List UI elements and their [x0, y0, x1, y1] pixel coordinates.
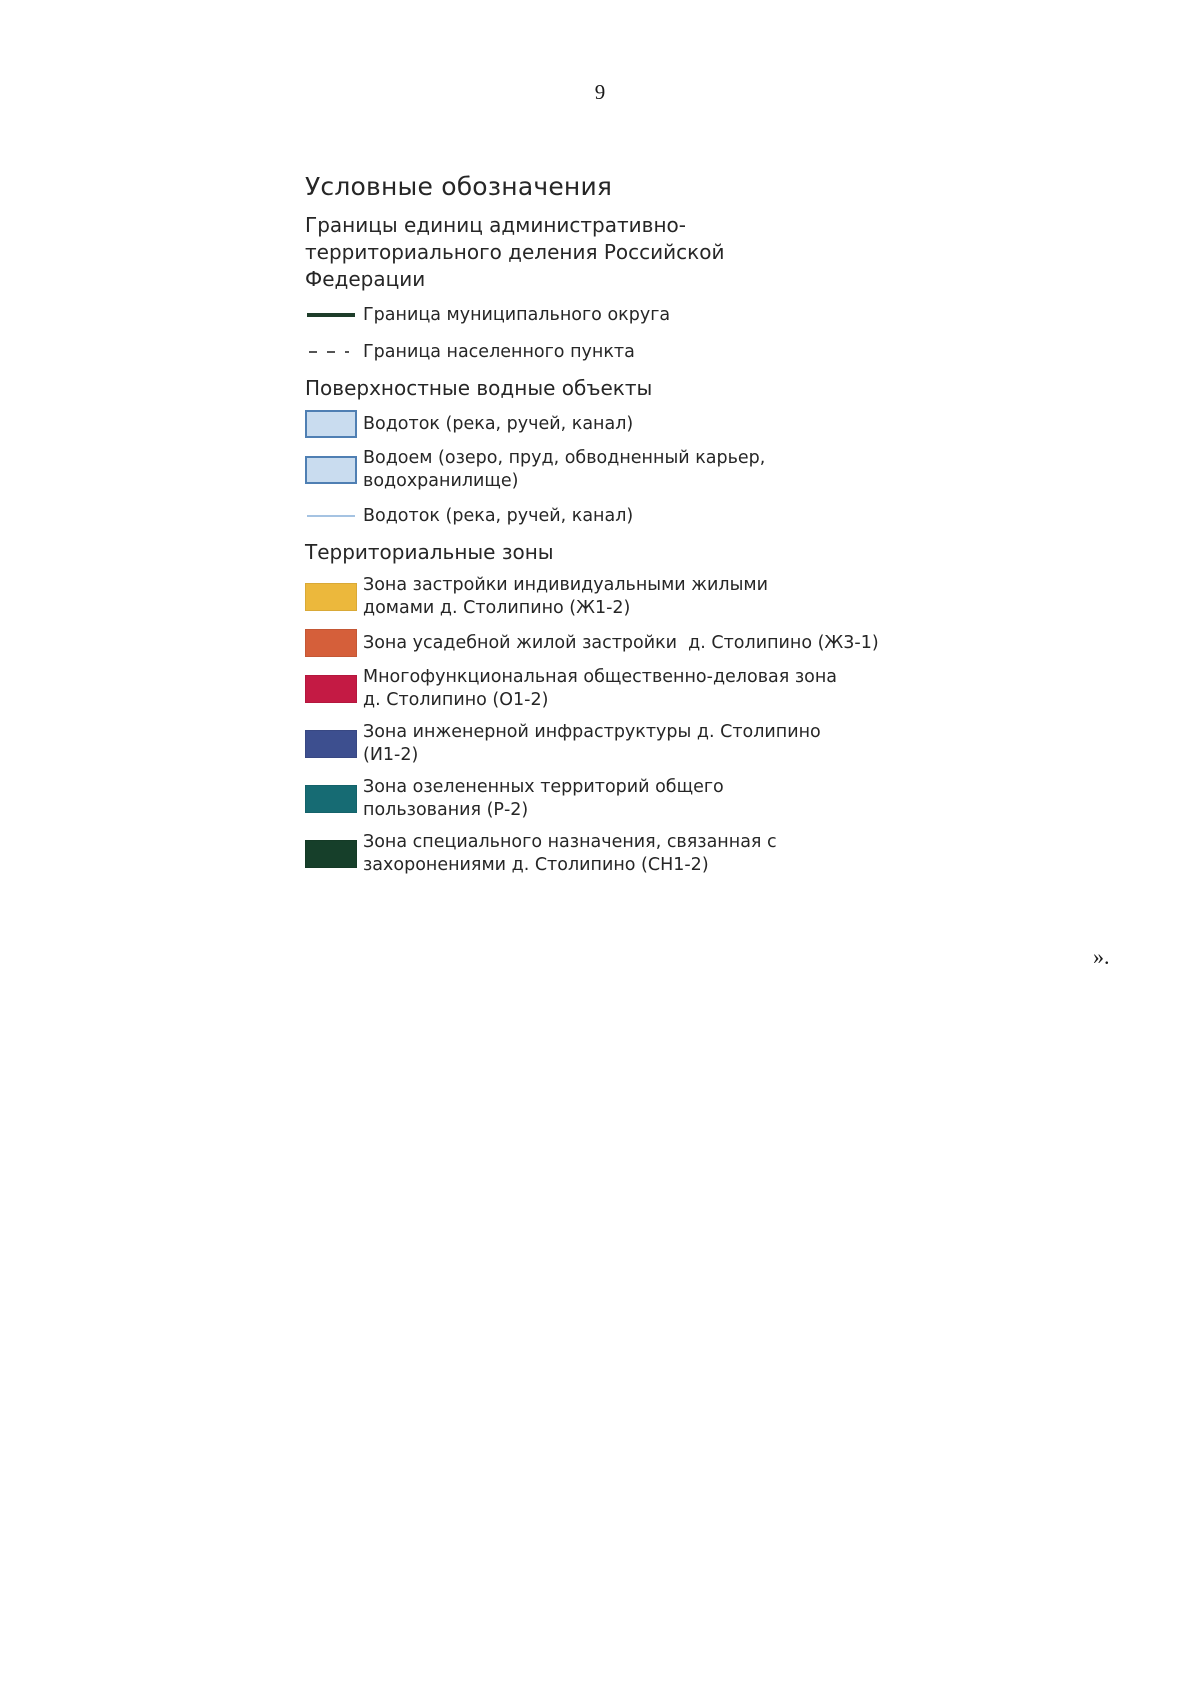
legend-item-watercourse-line — [305, 502, 945, 530]
legend-item-label: Зона специального назначения, связанная с захоронениями д. Столипино (СН1-2) — [363, 832, 777, 875]
water-heading: Поверхностные водные объекты — [305, 376, 653, 400]
legend-item-zone-i1-2 — [305, 721, 945, 767]
color-swatch-icon — [305, 583, 357, 611]
legend-item-zone-r-2 — [305, 776, 945, 822]
dashed-line-icon — [307, 349, 355, 355]
legend-item-zone-sn1-2 — [305, 831, 945, 877]
legend-item-label: Зона инженерной инфраструктуры д. Столипино (И1-2) — [363, 722, 821, 765]
legend-title: Условные обозначения — [305, 172, 613, 201]
color-swatch-icon — [305, 629, 357, 657]
legend-item-water-body — [305, 447, 945, 493]
legend-item-label: Многофункциональная общественно-деловая зона д. Столипино (О1-2) — [363, 667, 838, 710]
zones-heading: Территориальные зоны — [305, 540, 554, 564]
legend-item-watercourse-area — [305, 410, 945, 438]
legend-item-settlement-boundary — [305, 338, 945, 366]
color-swatch-icon — [305, 785, 357, 813]
legend-item-label: Граница муниципального округа — [363, 304, 671, 325]
water-box-icon — [305, 410, 357, 438]
legend-item-zone-zh3-1 — [305, 629, 945, 657]
boundaries-heading: Границы единиц административно-территориального деления Российской Федерации — [305, 213, 725, 291]
legend-item-zone-zh1-2 — [305, 574, 945, 620]
color-swatch-icon — [305, 840, 357, 868]
map-legend — [305, 170, 945, 886]
solid-line-icon — [307, 312, 355, 318]
legend-item-label: Зона усадебной жилой застройки д. Столипино (Ж3-1) — [363, 632, 879, 653]
legend-item-label: Водоток (река, ручей, канал) — [363, 505, 634, 526]
dashed-line-symbol — [305, 338, 357, 366]
water-box-icon — [305, 456, 357, 484]
color-swatch-icon — [305, 730, 357, 758]
thin-line-symbol — [305, 502, 357, 530]
color-swatch-icon — [305, 675, 357, 703]
closing-quote: ». — [1093, 944, 1110, 969]
page-number: 9 — [594, 80, 606, 104]
legend-item-label: Водоток (река, ручей, канал) — [363, 413, 634, 434]
legend-item-label: Водоем (озеро, пруд, обводненный карьер, водохранилище) — [363, 448, 766, 491]
solid-line-symbol — [305, 301, 357, 329]
legend-item-zone-o1-2 — [305, 666, 945, 712]
legend-item-label: Граница населенного пункта — [363, 341, 635, 362]
legend-item-label: Зона застройки индивидуальными жилыми домами д. Столипино (Ж1-2) — [363, 575, 768, 618]
legend-item-municipal-boundary — [305, 301, 945, 329]
thin-line-icon — [307, 514, 355, 518]
legend-item-label: Зона озелененных территорий общего пользования (Р-2) — [363, 777, 724, 820]
